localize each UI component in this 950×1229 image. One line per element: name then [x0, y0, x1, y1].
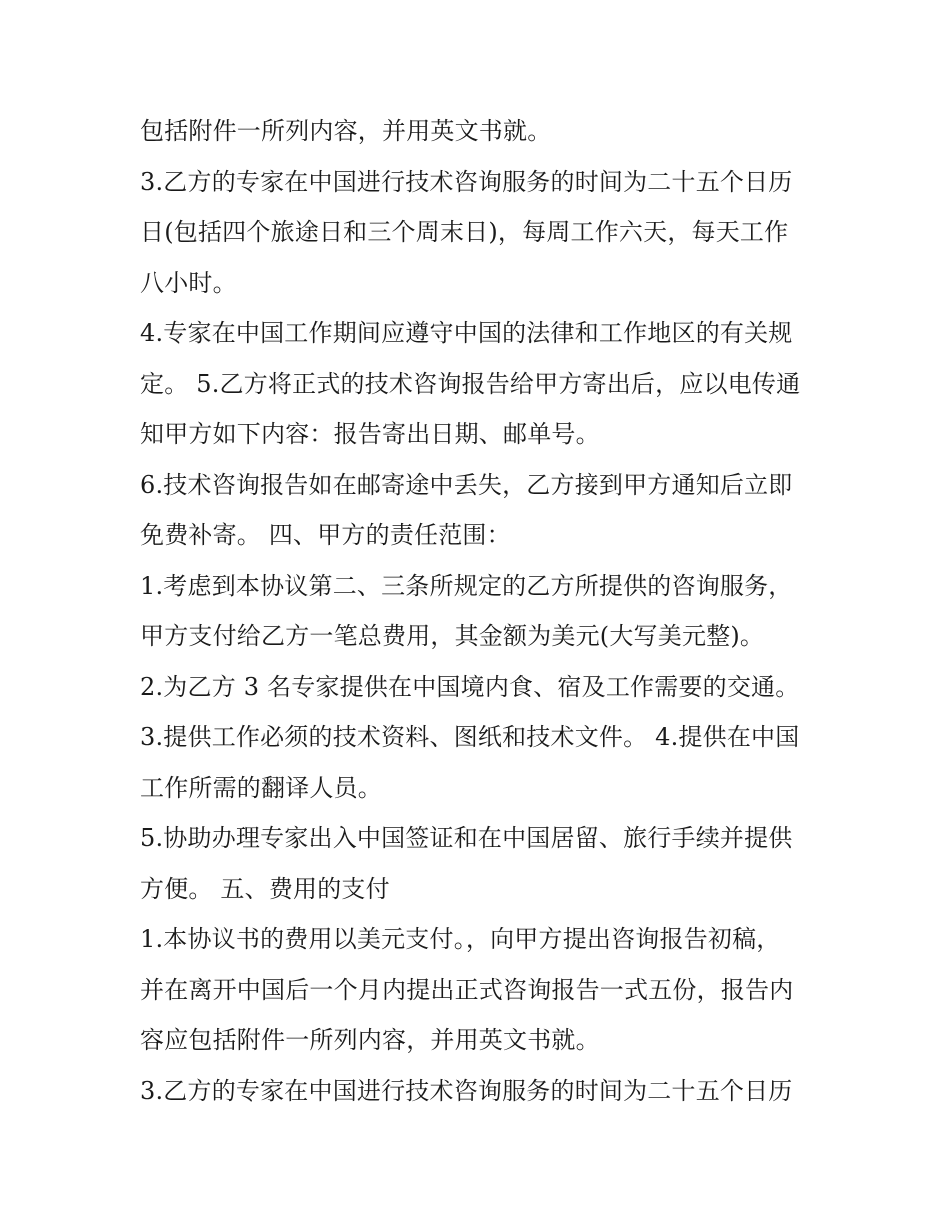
text-line: 知甲方如下内容：报告寄出日期、邮单号。 [140, 420, 600, 448]
text-line: 容应包括附件一所列内容，并用英文书就。 [140, 1026, 600, 1054]
text-line: 2.为乙方 3 名专家提供在中国境内食、宿及工作需要的交通。 [140, 672, 800, 701]
text-line: 定。 5.乙方将正式的技术咨询报告给甲方寄出后，应以电传通 [140, 369, 801, 398]
text-line: 3.提供工作必须的技术资料、图纸和技术文件。 4.提供在中国 [140, 723, 800, 751]
text-line: 3.乙方的专家在中国进行技术咨询服务的时间为二十五个日历 [140, 167, 793, 196]
text-line: 日(包括四个旅途日和三个周末日)，每周工作六天，每天工作 [140, 218, 789, 246]
text-line: 1.本协议书的费用以美元支付。，向甲方提出咨询报告初稿， [140, 925, 781, 953]
document-body [140, 106, 840, 1116]
text-line: 包括附件一所列内容，并用英文书就。 [140, 117, 552, 145]
text-line: 甲方支付给乙方一笔总费用，其金额为美元(大写美元整)。 [140, 622, 765, 650]
text-line: 1.考虑到本协议第二、三条所规定的乙方所提供的咨询服务， [140, 571, 793, 600]
text-line: 3.乙方的专家在中国进行技术咨询服务的时间为二十五个日历 [140, 1076, 793, 1105]
text-line: 免费补寄。 四、甲方的责任范围： [140, 521, 511, 549]
text-line: 6.技术咨询报告如在邮寄途中丢失，乙方接到甲方通知后立即 [140, 470, 793, 499]
text-line: 5.协助办理专家出入中国签证和在中国居留、旅行手续并提供 [140, 824, 793, 852]
text-line: 八小时。 [140, 268, 237, 297]
text-line: 工作所需的翻译人员。 [140, 773, 382, 802]
text-line: 4.专家在中国工作期间应遵守中国的法律和工作地区的有关规 [140, 319, 793, 347]
text-line: 方便。 五、费用的支付 [140, 874, 390, 903]
text-line: 并在离开中国后一个月内提出正式咨询报告一式五份，报告内 [140, 975, 794, 1004]
